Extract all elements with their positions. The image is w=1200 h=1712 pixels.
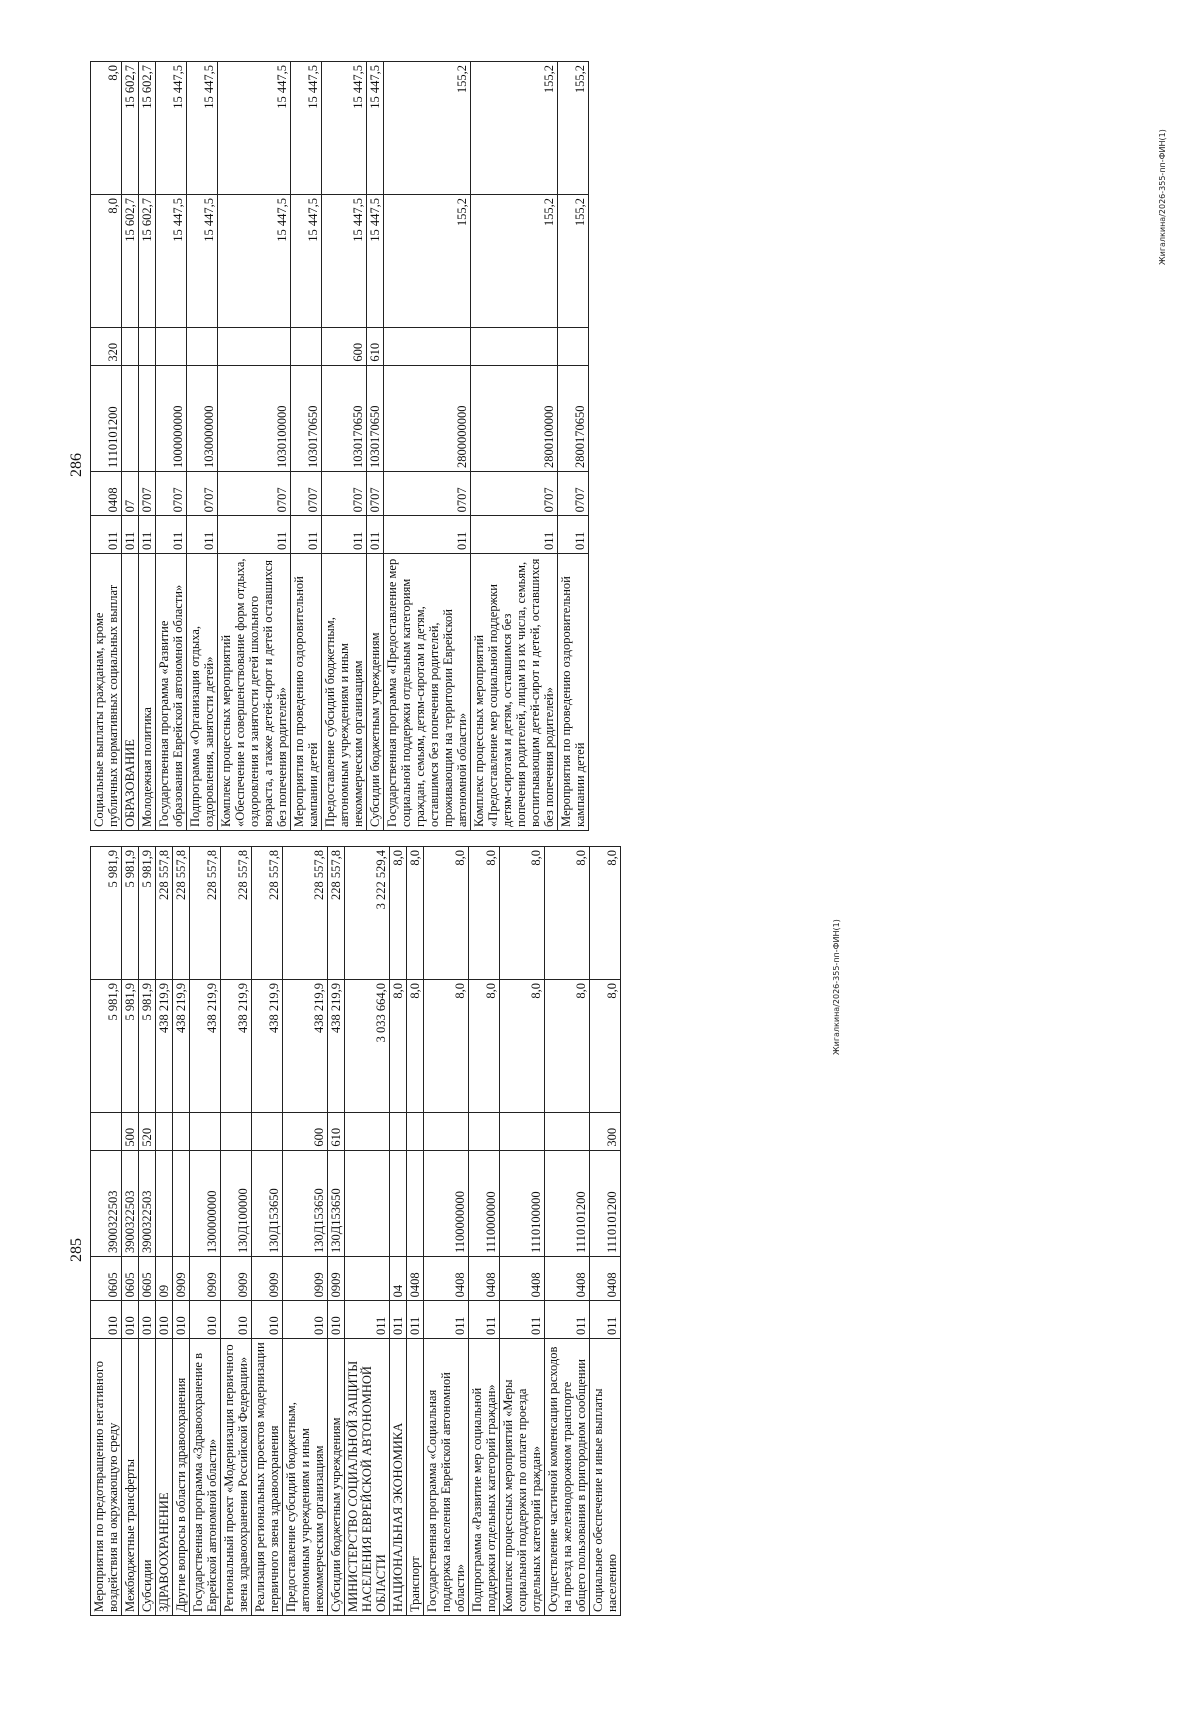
ministry-code-cell: 011 <box>390 1301 407 1339</box>
table-row <box>91 62 122 831</box>
row-name-cell: Мероприятия по проведению оздоровительной кампании детей <box>291 553 322 830</box>
row-name-cell: Субсидии <box>139 1338 156 1615</box>
page-285-rotated <box>60 830 820 1630</box>
row-name-cell: Комплекс процессных мероприятий «Предоставление мер социальной поддержки детям-сиротам и детям, оставшимся без попечения родителей, лицам из их числа, семьям, воспитывающим детей-сирот и детей, оставшихся без попечения родителей» <box>471 553 558 830</box>
ministry-code-cell: 011 <box>500 1301 545 1339</box>
footer-stamp: Жигалкина/2026-355-пп-ФИН(1) <box>1158 129 1167 265</box>
ministry-code-cell: 011 <box>291 516 322 554</box>
page-286-rotated <box>60 45 820 845</box>
row-name-cell: Другие вопросы в области здравоохранения <box>173 1338 190 1615</box>
section-code-cell: 0408 <box>500 1257 545 1301</box>
table-row <box>390 847 407 1616</box>
target-article-cell: 1110100000 <box>500 1150 545 1256</box>
ministry-code-cell: 011 <box>590 1301 621 1339</box>
table-row <box>291 62 322 831</box>
row-name-cell: Подпрограмма «Развитие мер социальной поддержки отдельных категорий граждан» <box>469 1338 500 1615</box>
amount-2028-cell: 5 981,9 <box>139 847 156 980</box>
target-article-cell: 3900322503 <box>91 1150 122 1256</box>
expense-type-cell <box>390 1112 407 1150</box>
amount-2027-cell: 8,0 <box>407 980 424 1113</box>
section-code-cell: 0408 <box>469 1257 500 1301</box>
amount-2027-cell: 155,2 <box>471 195 558 328</box>
amount-2028-cell: 15 447,5 <box>187 62 218 195</box>
amount-2027-cell: 15 447,5 <box>156 195 187 328</box>
amount-2028-cell: 228 557,8 <box>252 847 283 980</box>
expense-type-cell: 610 <box>328 1112 345 1150</box>
table-row <box>221 847 252 1616</box>
target-article-cell: 1110101200 <box>590 1150 621 1256</box>
amount-2027-cell: 15 602,7 <box>122 195 139 328</box>
amount-2027-cell: 15 447,5 <box>187 195 218 328</box>
row-name-cell: Реализация региональных проектов модернизации первичного звена здравоохранения <box>252 1338 283 1615</box>
ministry-code-cell: 010 <box>173 1301 190 1339</box>
row-name-cell: Мероприятия по предотвращению негативного воздействия на окружающую среду <box>91 1338 122 1615</box>
row-name-cell: Мероприятия по проведению оздоровительной кампании детей <box>558 553 589 830</box>
expense-type-cell: 520 <box>139 1112 156 1150</box>
ministry-code-cell: 011 <box>407 1301 424 1339</box>
amount-2028-cell: 228 557,8 <box>283 847 328 980</box>
table-row <box>190 847 221 1616</box>
section-code-cell: 0408 <box>424 1257 469 1301</box>
expense-type-cell <box>173 1112 190 1150</box>
section-code-cell: 0909 <box>328 1257 345 1301</box>
expense-type-cell: 500 <box>122 1112 139 1150</box>
footer-stamp: Жигалкина/2026-355-пп-ФИН(1) <box>832 919 841 1055</box>
table-row <box>187 62 218 831</box>
ministry-code-cell: 011 <box>367 516 384 554</box>
expense-type-cell <box>471 327 558 365</box>
target-article-cell: 1030000000 <box>187 365 218 471</box>
section-code-cell: 09 <box>156 1257 173 1301</box>
target-article-cell: 130Д100000 <box>221 1150 252 1256</box>
amount-2027-cell: 8,0 <box>390 980 407 1113</box>
expense-type-cell <box>500 1112 545 1150</box>
section-code-cell: 0408 <box>407 1257 424 1301</box>
ministry-code-cell: 010 <box>252 1301 283 1339</box>
budget-table-body <box>91 62 589 831</box>
budget-table-285 <box>90 846 621 1616</box>
table-row <box>252 847 283 1616</box>
table-row <box>407 847 424 1616</box>
row-name-cell: ЗДРАВООХРАНЕНИЕ <box>156 1338 173 1615</box>
amount-2027-cell: 5 981,9 <box>122 980 139 1113</box>
expense-type-cell <box>187 327 218 365</box>
amount-2027-cell: 438 219,9 <box>221 980 252 1113</box>
target-article-cell: 130Д153650 <box>283 1150 328 1256</box>
table-row <box>283 847 328 1616</box>
expense-type-cell: 320 <box>91 327 122 365</box>
expense-type-cell <box>407 1112 424 1150</box>
section-code-cell: 0707 <box>367 472 384 516</box>
ministry-code-cell: 010 <box>139 1301 156 1339</box>
ministry-code-cell: 010 <box>156 1301 173 1339</box>
amount-2027-cell: 438 219,9 <box>328 980 345 1113</box>
target-article-cell: 1110101200 <box>545 1150 590 1256</box>
page-number: 286 <box>68 453 85 477</box>
row-name-cell: Субсидии бюджетным учреждениям <box>367 553 384 830</box>
amount-2028-cell: 8,0 <box>91 62 122 195</box>
expense-type-cell <box>469 1112 500 1150</box>
amount-2028-cell: 15 447,5 <box>156 62 187 195</box>
amount-2028-cell: 15 447,5 <box>218 62 291 195</box>
table-row <box>328 847 345 1616</box>
table-row <box>384 62 471 831</box>
section-code-cell: 0408 <box>545 1257 590 1301</box>
amount-2027-cell: 438 219,9 <box>283 980 328 1113</box>
row-name-cell: Государственная программа «Предоставление мер социальной поддержки отдельным категориям граждан, семьям, детям-сиротам и детям, оставшимся без попечения родителей, проживающим на территории Еврейской автономной области» <box>384 553 471 830</box>
amount-2027-cell: 8,0 <box>91 195 122 328</box>
ministry-code-cell: 011 <box>218 516 291 554</box>
table-row <box>545 847 590 1616</box>
expense-type-cell <box>139 327 156 365</box>
section-code-cell <box>345 1257 390 1301</box>
amount-2027-cell: 5 981,9 <box>91 980 122 1113</box>
row-name-cell: Осуществление частичной компенсации расходов на проезд на железнодорожном транспорте общего пользования в пригородном сообщении <box>545 1338 590 1615</box>
table-row <box>218 62 291 831</box>
section-code-cell: 0909 <box>283 1257 328 1301</box>
ministry-code-cell: 011 <box>545 1301 590 1339</box>
amount-2028-cell: 155,2 <box>384 62 471 195</box>
target-article-cell: 2800000000 <box>384 365 471 471</box>
amount-2027-cell: 8,0 <box>545 980 590 1113</box>
row-name-cell: Региональный проект «Модернизация первичного звена здравоохранения Российской Федерации» <box>221 1338 252 1615</box>
amount-2028-cell: 228 557,8 <box>221 847 252 980</box>
row-name-cell: Транспорт <box>407 1338 424 1615</box>
ministry-code-cell: 010 <box>221 1301 252 1339</box>
table-row <box>156 62 187 831</box>
amount-2027-cell: 8,0 <box>424 980 469 1113</box>
row-name-cell: Комплекс процессных мероприятий «Обеспечение и совершенствование форм отдыха, оздоровления и занятости детей школьного возраста, а также детей-сирот и детей оставшихся без попечения родителей» <box>218 553 291 830</box>
amount-2027-cell: 438 219,9 <box>252 980 283 1113</box>
section-code-cell: 0707 <box>322 472 367 516</box>
target-article-cell: 2800100000 <box>471 365 558 471</box>
table-row <box>139 62 156 831</box>
target-article-cell <box>407 1150 424 1256</box>
row-name-cell: Предоставление субсидий бюджетным, автономным учреждениям и иным некоммерческим организациям <box>283 1338 328 1615</box>
section-code-cell: 0909 <box>221 1257 252 1301</box>
section-code-cell: 0707 <box>291 472 322 516</box>
table-row <box>558 62 589 831</box>
row-name-cell: Молодежная политика <box>139 553 156 830</box>
target-article-cell <box>139 365 156 471</box>
amount-2028-cell: 5 981,9 <box>91 847 122 980</box>
expense-type-cell <box>424 1112 469 1150</box>
table-row <box>345 847 390 1616</box>
target-article-cell <box>156 1150 173 1256</box>
section-code-cell: 0605 <box>122 1257 139 1301</box>
amount-2028-cell: 228 557,8 <box>328 847 345 980</box>
section-code-cell: 0408 <box>91 472 122 516</box>
table-row <box>139 847 156 1616</box>
amount-2028-cell: 8,0 <box>390 847 407 980</box>
row-name-cell: Межбюджетные трансферты <box>122 1338 139 1615</box>
row-name-cell: Государственная программа «Здравоохранение в Еврейской автономной области» <box>190 1338 221 1615</box>
expense-type-cell <box>221 1112 252 1150</box>
ministry-code-cell: 011 <box>156 516 187 554</box>
amount-2027-cell: 438 219,9 <box>156 980 173 1113</box>
amount-2027-cell: 155,2 <box>558 195 589 328</box>
target-article-cell <box>122 365 139 471</box>
table-row <box>500 847 545 1616</box>
amount-2028-cell: 228 557,8 <box>190 847 221 980</box>
amount-2027-cell: 15 447,5 <box>367 195 384 328</box>
amount-2028-cell: 15 602,7 <box>122 62 139 195</box>
amount-2027-cell: 438 219,9 <box>173 980 190 1113</box>
expense-type-cell <box>291 327 322 365</box>
expense-type-cell <box>156 327 187 365</box>
amount-2028-cell: 5 981,9 <box>122 847 139 980</box>
target-article-cell: 3900322503 <box>139 1150 156 1256</box>
row-name-cell: Комплекс процессных мероприятий «Меры социальной поддержки по оплате проезда отдельных категорий граждан» <box>500 1338 545 1615</box>
expense-type-cell <box>122 327 139 365</box>
ministry-code-cell: 011 <box>91 516 122 554</box>
target-article-cell: 1110101200 <box>91 365 122 471</box>
section-code-cell: 0707 <box>139 472 156 516</box>
table-row <box>471 62 558 831</box>
amount-2027-cell: 8,0 <box>590 980 621 1113</box>
table-row <box>156 847 173 1616</box>
amount-2028-cell: 15 447,5 <box>291 62 322 195</box>
ministry-code-cell: 011 <box>384 516 471 554</box>
amount-2028-cell: 8,0 <box>424 847 469 980</box>
section-code-cell: 0909 <box>190 1257 221 1301</box>
row-name-cell: Государственная программа «Развитие образования Еврейской автономной области» <box>156 553 187 830</box>
expense-type-cell: 600 <box>283 1112 328 1150</box>
table-row <box>91 847 122 1616</box>
expense-type-cell <box>345 1112 390 1150</box>
expense-type-cell: 610 <box>367 327 384 365</box>
target-article-cell: 1000000000 <box>156 365 187 471</box>
amount-2027-cell: 438 219,9 <box>190 980 221 1113</box>
ministry-code-cell: 011 <box>187 516 218 554</box>
expense-type-cell <box>252 1112 283 1150</box>
amount-2028-cell: 8,0 <box>500 847 545 980</box>
section-code-cell: 0605 <box>91 1257 122 1301</box>
amount-2028-cell: 3 222 529,4 <box>345 847 390 980</box>
target-article-cell <box>173 1150 190 1256</box>
expense-type-cell <box>545 1112 590 1150</box>
amount-2027-cell: 3 033 664,0 <box>345 980 390 1113</box>
table-row <box>590 847 621 1616</box>
section-code-cell: 04 <box>390 1257 407 1301</box>
expense-type-cell <box>384 327 471 365</box>
amount-2027-cell: 15 447,5 <box>218 195 291 328</box>
amount-2028-cell: 155,2 <box>558 62 589 195</box>
expense-type-cell <box>558 327 589 365</box>
ministry-code-cell: 011 <box>345 1301 390 1339</box>
target-article-cell <box>345 1150 390 1256</box>
section-code-cell: 0707 <box>156 472 187 516</box>
ministry-code-cell: 011 <box>322 516 367 554</box>
ministry-code-cell: 010 <box>328 1301 345 1339</box>
table-row <box>469 847 500 1616</box>
amount-2028-cell: 8,0 <box>545 847 590 980</box>
expense-type-cell <box>156 1112 173 1150</box>
row-name-cell: Подпрограмма «Организация отдыха, оздоровления, занятости детей» <box>187 553 218 830</box>
target-article-cell: 1030100000 <box>218 365 291 471</box>
amount-2027-cell: 15 447,5 <box>291 195 322 328</box>
amount-2028-cell: 15 602,7 <box>139 62 156 195</box>
row-name-cell: Предоставление субсидий бюджетным, автономным учреждениям и иным некоммерческим организациям <box>322 553 367 830</box>
ministry-code-cell: 010 <box>283 1301 328 1339</box>
amount-2027-cell: 5 981,9 <box>139 980 156 1113</box>
row-name-cell: Субсидии бюджетным учреждениям <box>328 1338 345 1615</box>
section-code-cell: 0707 <box>187 472 218 516</box>
expense-type-cell: 300 <box>590 1112 621 1150</box>
row-name-cell: Социальное обеспечение и иные выплаты населению <box>590 1338 621 1615</box>
row-name-cell: ОБРАЗОВАНИЕ <box>122 553 139 830</box>
amount-2028-cell: 8,0 <box>590 847 621 980</box>
amount-2027-cell: 15 447,5 <box>322 195 367 328</box>
amount-2028-cell: 8,0 <box>407 847 424 980</box>
section-code-cell: 0707 <box>471 472 558 516</box>
target-article-cell: 1030170650 <box>291 365 322 471</box>
amount-2027-cell: 15 602,7 <box>139 195 156 328</box>
ministry-code-cell: 011 <box>424 1301 469 1339</box>
page-286 <box>60 45 820 845</box>
amount-2028-cell: 15 447,5 <box>322 62 367 195</box>
row-name-cell: МИНИСТЕРСТВО СОЦИАЛЬНОЙ ЗАЩИТЫ НАСЕЛЕНИЯ ЕВРЕЙСКОЙ АВТОНОМНОЙ ОБЛАСТИ <box>345 1338 390 1615</box>
target-article-cell: 2800170650 <box>558 365 589 471</box>
row-name-cell: Государственная программа «Социальная поддержка населения Еврейской автономной области» <box>424 1338 469 1615</box>
ministry-code-cell: 010 <box>190 1301 221 1339</box>
amount-2028-cell: 228 557,8 <box>156 847 173 980</box>
section-code-cell: 0408 <box>590 1257 621 1301</box>
ministry-code-cell: 010 <box>122 1301 139 1339</box>
target-article-cell: 1110000000 <box>469 1150 500 1256</box>
amount-2028-cell: 8,0 <box>469 847 500 980</box>
ministry-code-cell: 011 <box>558 516 589 554</box>
target-article-cell: 1030170650 <box>322 365 367 471</box>
budget-table-286 <box>90 61 589 831</box>
ministry-code-cell: 010 <box>91 1301 122 1339</box>
expense-type-cell <box>218 327 291 365</box>
section-code-cell: 0707 <box>558 472 589 516</box>
section-code-cell: 0909 <box>252 1257 283 1301</box>
table-row <box>367 62 384 831</box>
expense-type-cell <box>190 1112 221 1150</box>
budget-table-body <box>91 847 621 1616</box>
amount-2028-cell: 155,2 <box>471 62 558 195</box>
section-code-cell: 07 <box>122 472 139 516</box>
amount-2027-cell: 8,0 <box>469 980 500 1113</box>
ministry-code-cell: 011 <box>469 1301 500 1339</box>
target-article-cell <box>390 1150 407 1256</box>
section-code-cell: 0707 <box>384 472 471 516</box>
expense-type-cell: 600 <box>322 327 367 365</box>
target-article-cell: 130Д153650 <box>328 1150 345 1256</box>
row-name-cell: НАЦИОНАЛЬНАЯ ЭКОНОМИКА <box>390 1338 407 1615</box>
table-row <box>424 847 469 1616</box>
ministry-code-cell: 011 <box>139 516 156 554</box>
target-article-cell: 130Д153650 <box>252 1150 283 1256</box>
ministry-code-cell: 011 <box>471 516 558 554</box>
target-article-cell: 3900322503 <box>122 1150 139 1256</box>
table-row <box>122 62 139 831</box>
target-article-cell: 1100000000 <box>424 1150 469 1256</box>
row-name-cell: Социальные выплаты гражданам, кроме публичных нормативных социальных выплат <box>91 553 122 830</box>
amount-2027-cell: 155,2 <box>384 195 471 328</box>
amount-2028-cell: 228 557,8 <box>173 847 190 980</box>
page-number: 285 <box>68 1238 85 1262</box>
table-row <box>322 62 367 831</box>
amount-2027-cell: 8,0 <box>500 980 545 1113</box>
expense-type-cell <box>91 1112 122 1150</box>
section-code-cell: 0909 <box>173 1257 190 1301</box>
table-row <box>173 847 190 1616</box>
table-row <box>122 847 139 1616</box>
amount-2028-cell: 15 447,5 <box>367 62 384 195</box>
section-code-cell: 0707 <box>218 472 291 516</box>
target-article-cell: 1300000000 <box>190 1150 221 1256</box>
section-code-cell: 0605 <box>139 1257 156 1301</box>
target-article-cell: 1030170650 <box>367 365 384 471</box>
page-285 <box>60 830 820 1630</box>
ministry-code-cell: 011 <box>122 516 139 554</box>
